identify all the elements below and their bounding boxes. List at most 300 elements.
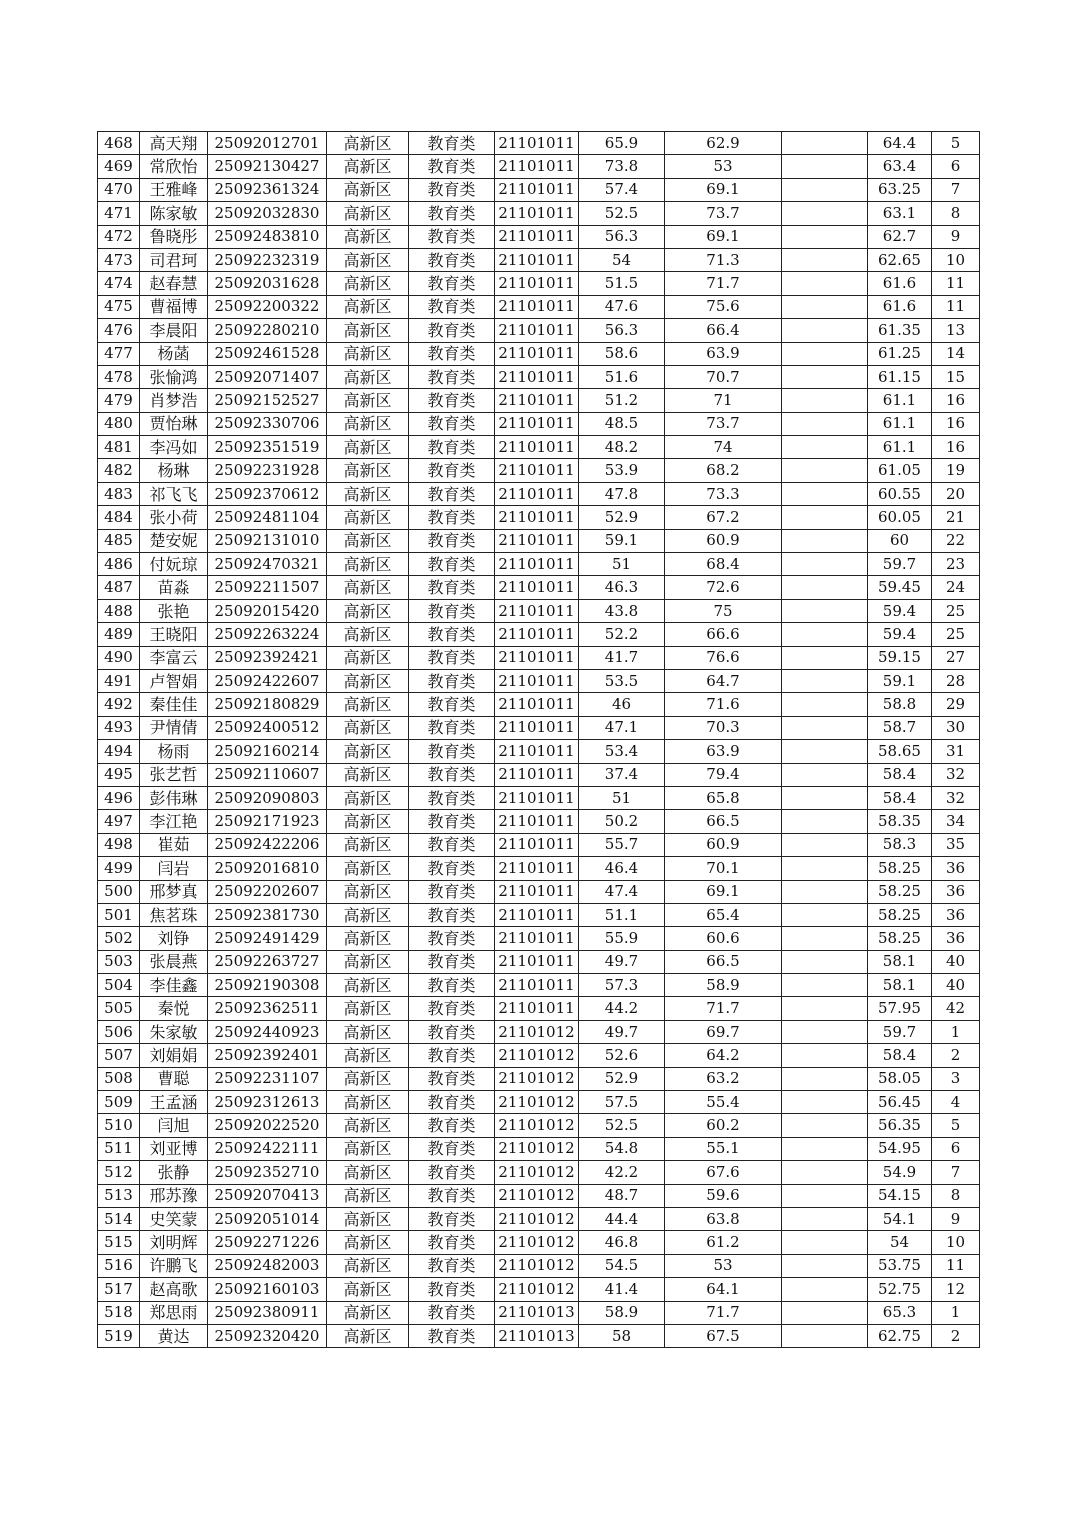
ticket-number-cell: 25092422206 — [208, 833, 327, 856]
table-row — [98, 132, 980, 155]
ticket-number-cell: 25092422111 — [208, 1137, 327, 1160]
name-cell: 王晓阳 — [140, 623, 208, 646]
bonus-cell — [782, 1324, 868, 1347]
district-cell: 高新区 — [327, 833, 409, 856]
table-row — [98, 319, 980, 342]
total-score-cell: 60.05 — [868, 506, 932, 529]
category-cell: 教育类 — [409, 178, 495, 201]
total-score-cell: 58.25 — [868, 857, 932, 880]
district-cell: 高新区 — [327, 1254, 409, 1277]
written-score-cell: 65.9 — [579, 132, 665, 155]
category-cell: 教育类 — [409, 436, 495, 459]
name-cell: 高天翔 — [140, 132, 208, 155]
interview-score-cell: 53 — [665, 1254, 782, 1277]
ticket-number-cell: 25092483810 — [208, 225, 327, 248]
district-cell: 高新区 — [327, 202, 409, 225]
row-index-cell: 501 — [98, 903, 140, 926]
name-cell: 尹情倩 — [140, 716, 208, 739]
written-score-cell: 46.3 — [579, 576, 665, 599]
ticket-number-cell: 25092130427 — [208, 155, 327, 178]
total-score-cell: 58.7 — [868, 716, 932, 739]
written-score-cell: 57.4 — [579, 178, 665, 201]
category-cell: 教育类 — [409, 599, 495, 622]
total-score-cell: 61.1 — [868, 412, 932, 435]
total-score-cell: 58.8 — [868, 693, 932, 716]
table-row — [98, 1207, 980, 1230]
ticket-number-cell: 25092032830 — [208, 202, 327, 225]
rank-cell: 14 — [932, 342, 980, 365]
interview-score-cell: 62.9 — [665, 132, 782, 155]
bonus-cell — [782, 529, 868, 552]
rank-cell: 10 — [932, 248, 980, 271]
position-code-cell: 21101011 — [495, 669, 579, 692]
district-cell: 高新区 — [327, 1184, 409, 1207]
bonus-cell — [782, 482, 868, 505]
ticket-number-cell: 25092160103 — [208, 1278, 327, 1301]
total-score-cell: 57.95 — [868, 997, 932, 1020]
row-index-cell: 477 — [98, 342, 140, 365]
total-score-cell: 59.4 — [868, 599, 932, 622]
interview-score-cell: 55.4 — [665, 1091, 782, 1114]
rank-cell: 2 — [932, 1044, 980, 1067]
interview-score-cell: 64.2 — [665, 1044, 782, 1067]
interview-score-cell: 59.6 — [665, 1184, 782, 1207]
district-cell: 高新区 — [327, 295, 409, 318]
position-code-cell: 21101011 — [495, 178, 579, 201]
ticket-number-cell: 25092110607 — [208, 763, 327, 786]
category-cell: 教育类 — [409, 1161, 495, 1184]
district-cell: 高新区 — [327, 1044, 409, 1067]
rank-cell: 8 — [932, 202, 980, 225]
category-cell: 教育类 — [409, 1324, 495, 1347]
category-cell: 教育类 — [409, 810, 495, 833]
total-score-cell: 56.45 — [868, 1091, 932, 1114]
ticket-number-cell: 25092351519 — [208, 436, 327, 459]
rank-cell: 7 — [932, 178, 980, 201]
total-score-cell: 61.1 — [868, 389, 932, 412]
table-row — [98, 669, 980, 692]
district-cell: 高新区 — [327, 553, 409, 576]
bonus-cell — [782, 974, 868, 997]
name-cell: 李佳鑫 — [140, 974, 208, 997]
total-score-cell: 61.25 — [868, 342, 932, 365]
rank-cell: 9 — [932, 1207, 980, 1230]
bonus-cell — [782, 740, 868, 763]
interview-score-cell: 70.1 — [665, 857, 782, 880]
category-cell: 教育类 — [409, 1091, 495, 1114]
position-code-cell: 21101011 — [495, 272, 579, 295]
category-cell: 教育类 — [409, 295, 495, 318]
rank-cell: 15 — [932, 365, 980, 388]
ticket-number-cell: 25092071407 — [208, 365, 327, 388]
total-score-cell: 61.6 — [868, 272, 932, 295]
bonus-cell — [782, 365, 868, 388]
name-cell: 邢苏豫 — [140, 1184, 208, 1207]
rank-cell: 25 — [932, 623, 980, 646]
position-code-cell: 21101012 — [495, 1044, 579, 1067]
district-cell: 高新区 — [327, 178, 409, 201]
interview-score-cell: 73.7 — [665, 412, 782, 435]
position-code-cell: 21101011 — [495, 319, 579, 342]
position-code-cell: 21101012 — [495, 1278, 579, 1301]
district-cell: 高新区 — [327, 810, 409, 833]
rank-cell: 34 — [932, 810, 980, 833]
ticket-number-cell: 25092231928 — [208, 459, 327, 482]
bonus-cell — [782, 1278, 868, 1301]
bonus-cell — [782, 1207, 868, 1230]
row-index-cell: 513 — [98, 1184, 140, 1207]
name-cell: 赵高歌 — [140, 1278, 208, 1301]
interview-score-cell: 71.7 — [665, 997, 782, 1020]
ticket-number-cell: 25092016810 — [208, 857, 327, 880]
bonus-cell — [782, 927, 868, 950]
name-cell: 张艳 — [140, 599, 208, 622]
position-code-cell: 21101013 — [495, 1324, 579, 1347]
written-score-cell: 48.5 — [579, 412, 665, 435]
rank-cell: 11 — [932, 272, 980, 295]
position-code-cell: 21101011 — [495, 974, 579, 997]
table-row — [98, 1067, 980, 1090]
category-cell: 教育类 — [409, 1114, 495, 1137]
name-cell: 崔茹 — [140, 833, 208, 856]
bonus-cell — [782, 1254, 868, 1277]
written-score-cell: 53.9 — [579, 459, 665, 482]
rank-cell: 19 — [932, 459, 980, 482]
rank-cell: 22 — [932, 529, 980, 552]
name-cell: 曹聪 — [140, 1067, 208, 1090]
ticket-number-cell: 25092263224 — [208, 623, 327, 646]
written-score-cell: 52.9 — [579, 506, 665, 529]
interview-score-cell: 58.9 — [665, 974, 782, 997]
total-score-cell: 54.1 — [868, 1207, 932, 1230]
district-cell: 高新区 — [327, 1114, 409, 1137]
position-code-cell: 21101011 — [495, 950, 579, 973]
interview-score-cell: 68.2 — [665, 459, 782, 482]
name-cell: 曹福博 — [140, 295, 208, 318]
rank-cell: 11 — [932, 1254, 980, 1277]
category-cell: 教育类 — [409, 1231, 495, 1254]
category-cell: 教育类 — [409, 974, 495, 997]
district-cell: 高新区 — [327, 132, 409, 155]
category-cell: 教育类 — [409, 669, 495, 692]
district-cell: 高新区 — [327, 903, 409, 926]
rank-cell: 6 — [932, 155, 980, 178]
position-code-cell: 21101011 — [495, 506, 579, 529]
name-cell: 秦佳佳 — [140, 693, 208, 716]
interview-score-cell: 63.9 — [665, 342, 782, 365]
interview-score-cell: 74 — [665, 436, 782, 459]
position-code-cell: 21101011 — [495, 132, 579, 155]
written-score-cell: 43.8 — [579, 599, 665, 622]
table-row — [98, 1137, 980, 1160]
name-cell: 司君珂 — [140, 248, 208, 271]
written-score-cell: 52.5 — [579, 1114, 665, 1137]
interview-score-cell: 69.1 — [665, 178, 782, 201]
table-row — [98, 482, 980, 505]
row-index-cell: 471 — [98, 202, 140, 225]
bonus-cell — [782, 1114, 868, 1137]
row-index-cell: 499 — [98, 857, 140, 880]
bonus-cell — [782, 1231, 868, 1254]
rank-cell: 35 — [932, 833, 980, 856]
written-score-cell: 51 — [579, 553, 665, 576]
row-index-cell: 498 — [98, 833, 140, 856]
bonus-cell — [782, 506, 868, 529]
bonus-cell — [782, 319, 868, 342]
table-row — [98, 436, 980, 459]
category-cell: 教育类 — [409, 202, 495, 225]
interview-score-cell: 76.6 — [665, 646, 782, 669]
total-score-cell: 58.65 — [868, 740, 932, 763]
total-score-cell: 58.25 — [868, 880, 932, 903]
rank-cell: 36 — [932, 880, 980, 903]
written-score-cell: 47.4 — [579, 880, 665, 903]
rank-cell: 40 — [932, 950, 980, 973]
category-cell: 教育类 — [409, 1137, 495, 1160]
table-row — [98, 1278, 980, 1301]
bonus-cell — [782, 436, 868, 459]
district-cell: 高新区 — [327, 786, 409, 809]
ticket-number-cell: 25092232319 — [208, 248, 327, 271]
rank-cell: 7 — [932, 1161, 980, 1184]
table-row — [98, 740, 980, 763]
name-cell: 彭伟琳 — [140, 786, 208, 809]
ticket-number-cell: 25092190308 — [208, 974, 327, 997]
rank-cell: 27 — [932, 646, 980, 669]
position-code-cell: 21101011 — [495, 740, 579, 763]
position-code-cell: 21101011 — [495, 529, 579, 552]
written-score-cell: 53.4 — [579, 740, 665, 763]
category-cell: 教育类 — [409, 646, 495, 669]
interview-score-cell: 65.4 — [665, 903, 782, 926]
row-index-cell: 500 — [98, 880, 140, 903]
written-score-cell: 46.4 — [579, 857, 665, 880]
written-score-cell: 54.5 — [579, 1254, 665, 1277]
total-score-cell: 59.15 — [868, 646, 932, 669]
category-cell: 教育类 — [409, 342, 495, 365]
category-cell: 教育类 — [409, 529, 495, 552]
category-cell: 教育类 — [409, 786, 495, 809]
bonus-cell — [782, 178, 868, 201]
name-cell: 秦悦 — [140, 997, 208, 1020]
district-cell: 高新区 — [327, 1020, 409, 1043]
bonus-cell — [782, 132, 868, 155]
written-score-cell: 54.8 — [579, 1137, 665, 1160]
written-score-cell: 48.2 — [579, 436, 665, 459]
position-code-cell: 21101011 — [495, 553, 579, 576]
table-row — [98, 1044, 980, 1067]
total-score-cell: 58.4 — [868, 763, 932, 786]
total-score-cell: 58.1 — [868, 974, 932, 997]
ticket-number-cell: 25092491429 — [208, 927, 327, 950]
total-score-cell: 56.35 — [868, 1114, 932, 1137]
interview-score-cell: 71.3 — [665, 248, 782, 271]
ticket-number-cell: 25092380911 — [208, 1301, 327, 1324]
table-row — [98, 576, 980, 599]
name-cell: 杨雨 — [140, 740, 208, 763]
total-score-cell: 58.35 — [868, 810, 932, 833]
total-score-cell: 54 — [868, 1231, 932, 1254]
name-cell: 鲁晓彤 — [140, 225, 208, 248]
name-cell: 付妧琼 — [140, 553, 208, 576]
category-cell: 教育类 — [409, 1044, 495, 1067]
district-cell: 高新区 — [327, 248, 409, 271]
interview-score-cell: 64.7 — [665, 669, 782, 692]
written-score-cell: 41.7 — [579, 646, 665, 669]
interview-score-cell: 67.6 — [665, 1161, 782, 1184]
table-row — [98, 1161, 980, 1184]
category-cell: 教育类 — [409, 1207, 495, 1230]
bonus-cell — [782, 155, 868, 178]
table-row — [98, 716, 980, 739]
district-cell: 高新区 — [327, 389, 409, 412]
position-code-cell: 21101011 — [495, 248, 579, 271]
category-cell: 教育类 — [409, 857, 495, 880]
total-score-cell: 60 — [868, 529, 932, 552]
name-cell: 闫旭 — [140, 1114, 208, 1137]
district-cell: 高新区 — [327, 669, 409, 692]
row-index-cell: 507 — [98, 1044, 140, 1067]
position-code-cell: 21101011 — [495, 693, 579, 716]
position-code-cell: 21101012 — [495, 1137, 579, 1160]
name-cell: 苗淼 — [140, 576, 208, 599]
name-cell: 张静 — [140, 1161, 208, 1184]
rank-cell: 16 — [932, 412, 980, 435]
total-score-cell: 59.1 — [868, 669, 932, 692]
rank-cell: 3 — [932, 1067, 980, 1090]
bonus-cell — [782, 1137, 868, 1160]
total-score-cell: 59.4 — [868, 623, 932, 646]
name-cell: 张愉鸿 — [140, 365, 208, 388]
rank-cell: 5 — [932, 1114, 980, 1137]
name-cell: 黄达 — [140, 1324, 208, 1347]
bonus-cell — [782, 880, 868, 903]
name-cell: 李晨阳 — [140, 319, 208, 342]
position-code-cell: 21101011 — [495, 389, 579, 412]
position-code-cell: 21101011 — [495, 202, 579, 225]
position-code-cell: 21101011 — [495, 459, 579, 482]
rank-cell: 1 — [932, 1301, 980, 1324]
total-score-cell: 61.6 — [868, 295, 932, 318]
category-cell: 教育类 — [409, 693, 495, 716]
bonus-cell — [782, 389, 868, 412]
district-cell: 高新区 — [327, 763, 409, 786]
rank-cell: 1 — [932, 1020, 980, 1043]
total-score-cell: 60.55 — [868, 482, 932, 505]
category-cell: 教育类 — [409, 1301, 495, 1324]
total-score-cell: 62.7 — [868, 225, 932, 248]
rank-cell: 23 — [932, 553, 980, 576]
written-score-cell: 47.1 — [579, 716, 665, 739]
total-score-cell: 58.4 — [868, 786, 932, 809]
district-cell: 高新区 — [327, 927, 409, 950]
rank-cell: 13 — [932, 319, 980, 342]
table-row — [98, 529, 980, 552]
position-code-cell: 21101011 — [495, 763, 579, 786]
bonus-cell — [782, 950, 868, 973]
bonus-cell — [782, 1067, 868, 1090]
category-cell: 教育类 — [409, 576, 495, 599]
interview-score-cell: 71.7 — [665, 272, 782, 295]
category-cell: 教育类 — [409, 1020, 495, 1043]
name-cell: 李江艳 — [140, 810, 208, 833]
district-cell: 高新区 — [327, 225, 409, 248]
category-cell: 教育类 — [409, 833, 495, 856]
total-score-cell: 61.05 — [868, 459, 932, 482]
position-code-cell: 21101012 — [495, 1067, 579, 1090]
category-cell: 教育类 — [409, 553, 495, 576]
total-score-cell: 53.75 — [868, 1254, 932, 1277]
table-row — [98, 623, 980, 646]
table-row — [98, 155, 980, 178]
district-cell: 高新区 — [327, 950, 409, 973]
bonus-cell — [782, 1161, 868, 1184]
row-index-cell: 486 — [98, 553, 140, 576]
written-score-cell: 52.2 — [579, 623, 665, 646]
ticket-number-cell: 25092012701 — [208, 132, 327, 155]
district-cell: 高新区 — [327, 599, 409, 622]
row-index-cell: 504 — [98, 974, 140, 997]
interview-score-cell: 66.6 — [665, 623, 782, 646]
row-index-cell: 489 — [98, 623, 140, 646]
ticket-number-cell: 25092031628 — [208, 272, 327, 295]
row-index-cell: 472 — [98, 225, 140, 248]
rank-cell: 6 — [932, 1137, 980, 1160]
position-code-cell: 21101011 — [495, 646, 579, 669]
interview-score-cell: 60.9 — [665, 529, 782, 552]
row-index-cell: 516 — [98, 1254, 140, 1277]
bonus-cell — [782, 459, 868, 482]
category-cell: 教育类 — [409, 319, 495, 342]
position-code-cell: 21101012 — [495, 1091, 579, 1114]
row-index-cell: 480 — [98, 412, 140, 435]
total-score-cell: 62.65 — [868, 248, 932, 271]
position-code-cell: 21101011 — [495, 716, 579, 739]
position-code-cell: 21101012 — [495, 1161, 579, 1184]
row-index-cell: 485 — [98, 529, 140, 552]
total-score-cell: 54.9 — [868, 1161, 932, 1184]
ticket-number-cell: 25092231107 — [208, 1067, 327, 1090]
category-cell: 教育类 — [409, 132, 495, 155]
written-score-cell: 51.5 — [579, 272, 665, 295]
rank-cell: 8 — [932, 1184, 980, 1207]
position-code-cell: 21101013 — [495, 1301, 579, 1324]
table-row — [98, 272, 980, 295]
interview-score-cell: 61.2 — [665, 1231, 782, 1254]
table-row — [98, 763, 980, 786]
ticket-number-cell: 25092211507 — [208, 576, 327, 599]
rank-cell: 11 — [932, 295, 980, 318]
district-cell: 高新区 — [327, 997, 409, 1020]
bonus-cell — [782, 1020, 868, 1043]
written-score-cell: 52.6 — [579, 1044, 665, 1067]
name-cell: 刘亚博 — [140, 1137, 208, 1160]
row-index-cell: 517 — [98, 1278, 140, 1301]
category-cell: 教育类 — [409, 623, 495, 646]
district-cell: 高新区 — [327, 1137, 409, 1160]
written-score-cell: 50.2 — [579, 810, 665, 833]
category-cell: 教育类 — [409, 997, 495, 1020]
written-score-cell: 57.3 — [579, 974, 665, 997]
category-cell: 教育类 — [409, 248, 495, 271]
table-row — [98, 459, 980, 482]
total-score-cell: 64.4 — [868, 132, 932, 155]
written-score-cell: 55.7 — [579, 833, 665, 856]
ticket-number-cell: 25092320420 — [208, 1324, 327, 1347]
row-index-cell: 493 — [98, 716, 140, 739]
position-code-cell: 21101012 — [495, 1020, 579, 1043]
category-cell: 教育类 — [409, 1254, 495, 1277]
